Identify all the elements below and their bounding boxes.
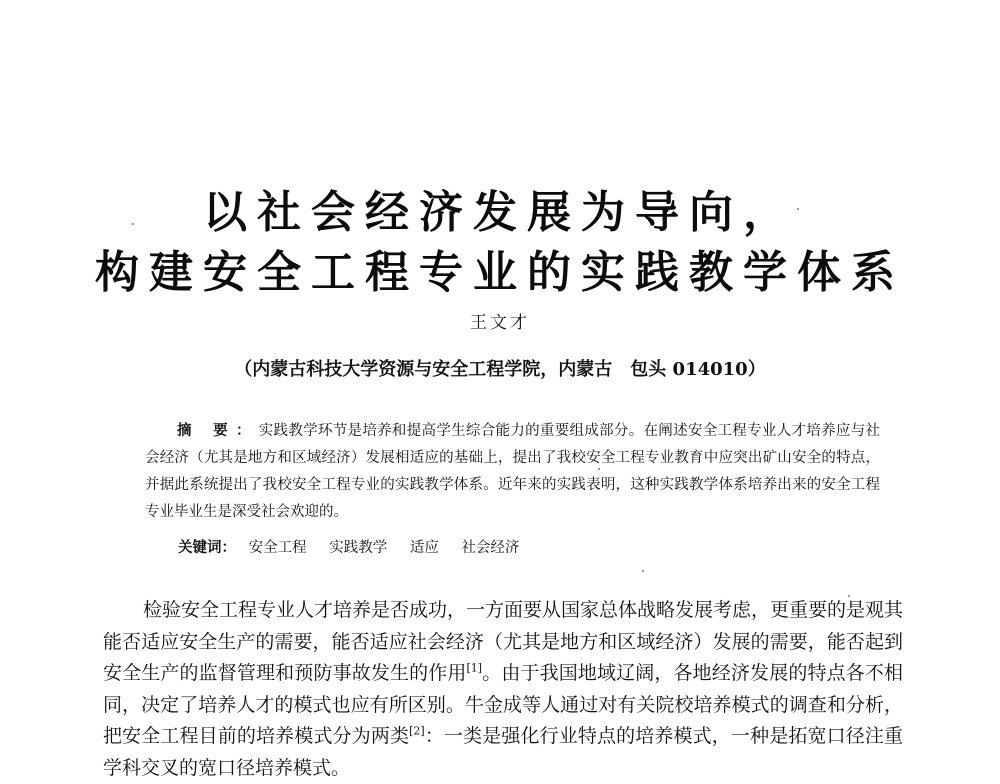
abstract-text: 实践教学环节是培养和提高学生综合能力的重要组成部分。在阐述安全工程专业人才培养应与社会经济（尤其是地方和区域经济）发展相适应的基础上，提出了我校安全工程专业教育中应突出矿山安全的特点，并据此系统提出了我校安全工程专业的实践教学体系。近年来的实践表明，这种实践教学体系培养出来的安全工程专业毕业生是深受社会欢迎的。 [145,423,880,520]
keyword-item: 适应 [409,540,439,556]
scan-speck [598,468,600,470]
abstract [145,417,880,526]
body-text-part-1: 检验安全工程专业人才培养是否成功，一方面要从国家总体战略发展考虑，更重要的是观其能否适应安全生产的需要，能否适应社会经济（尤其是地方和区域经济）发展的需要，能否起到安全生产的监督管理和预防事故发生的作用 [103,599,904,684]
scan-speck [642,570,644,572]
affiliation: （内蒙古科技大学资源与安全工程学院，内蒙古 包头 014010） [234,359,766,380]
keyword-item: 安全工程 [248,540,307,556]
scan-speck [797,208,799,210]
scan-speck [132,223,134,225]
citation-2: [2] [409,724,425,738]
scan-speck [848,595,850,597]
author-name: 王文才 [470,313,530,333]
body-text-part-2: 。由于我国地域辽阔，各地经济发展的特点各不相同，决定了培养人才的模式也应有所区别。牛金成等人通过对有关院校培养模式的调查和分析，把安全工程目前的培养模式分为两类 [103,662,903,747]
keywords-label: 关键词： [178,539,236,556]
keywords [178,536,529,557]
title-line-1: 以社会经济发展为导向， [203,187,797,238]
citation-1: [1] [466,661,483,675]
body-text-part-3: ：一类是强化行业特点的培养模式，一种是拓宽口径注重学科交叉的宽口径培养模式。 [103,725,903,779]
title-line-2: 构建安全工程专业的实践教学体系 [95,247,905,298]
body-paragraph [103,595,903,784]
abstract-label: 摘 要： [177,422,259,439]
keyword-item: 实践教学 [329,540,388,556]
keyword-item: 社会经济 [461,540,520,556]
